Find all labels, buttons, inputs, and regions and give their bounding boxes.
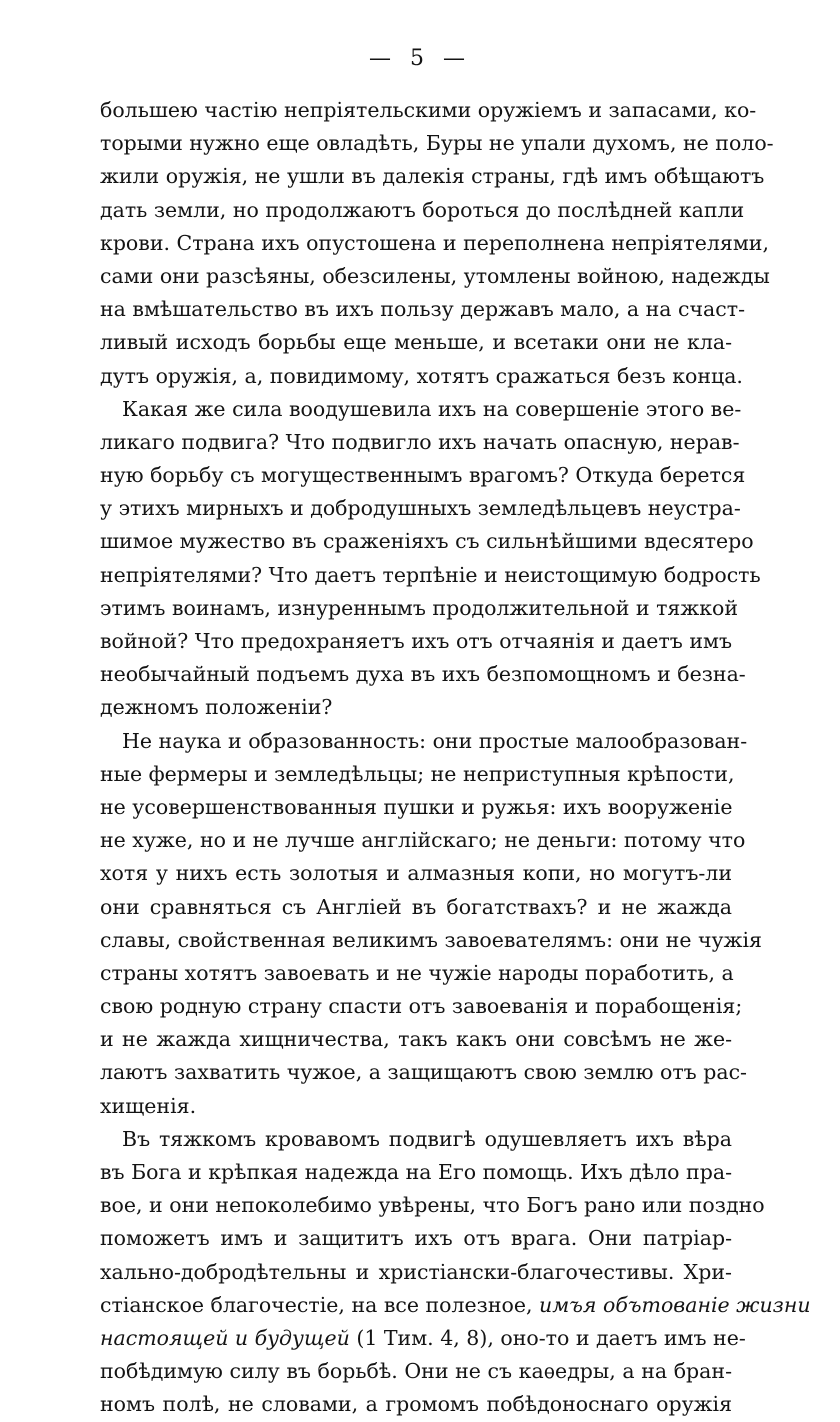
paragraph-2-line-1: Какая же сила воодушевила ихъ на совершеніе этого ве- bbox=[122, 396, 742, 421]
paragraph-3-line-3: не усовершенствованныя пушки и ружья: ихъ вооруженіе bbox=[100, 794, 733, 819]
paragraph-1-line-2: торыми нужно еще овладѣть, Буры не упали духомъ, не поло- bbox=[100, 131, 774, 156]
paragraph-2-line-4: у этихъ мирныхъ и добродушныхъ земледѣльцевъ неустра- bbox=[100, 496, 741, 521]
paragraph-1-line-1: большею частію непріятельскими оружіемъ и запасами, ко- bbox=[100, 98, 757, 122]
paragraph-2-line-10: дежномъ положеніи? bbox=[100, 695, 333, 720]
paragraph-4-line-7-italic: настоящей и будущей bbox=[100, 1325, 350, 1350]
paragraph-2-line-9: необычайный подъемъ духа въ ихъ безпомощномъ и безна- bbox=[100, 662, 746, 687]
paragraph-2-line-5: шимое мужество въ сраженіяхъ съ сильнѣйшими вдесятеро bbox=[100, 529, 754, 554]
paragraph-4-line-4: поможетъ имъ и защититъ ихъ отъ врага. Они патріар- bbox=[100, 1226, 732, 1251]
paragraph-4-line-6-italic: имъя обътованіе жизни bbox=[539, 1292, 811, 1317]
paragraph-3-line-5: хотя у нихъ есть золотыя и алмазныя копи, но могутъ-ли bbox=[100, 861, 732, 886]
paragraph-1-line-4: дать земли, но продолжаютъ бороться до послѣдней капли bbox=[100, 197, 745, 222]
paragraph-2-line-7: этимъ воинамъ, изнуреннымъ продолжительной и тяжкой bbox=[100, 595, 739, 620]
paragraph-1-line-3: жили оружія, не ушли въ далекія страны, гдѣ имъ обѣщаютъ bbox=[100, 164, 765, 189]
paragraph-4-line-6-text: стіанское благочестіе, на все полезное, bbox=[100, 1292, 533, 1317]
paragraph-4-line-3: вое, и они непоколебимо увѣрены, что Богъ рано или поздно bbox=[100, 1193, 765, 1218]
paragraph-4-line-2: въ Бога и крѣпкая надежда на Его помощь. Ихъ дѣло пра- bbox=[100, 1160, 732, 1184]
page-number: — 5 — bbox=[369, 46, 471, 71]
paragraph-3-line-1: Не наука и образованность: они простые малообразован- bbox=[122, 728, 748, 753]
paragraph-3-line-11: лаютъ захватить чужое, а защищаютъ свою землю отъ рас- bbox=[100, 1060, 747, 1085]
paragraph-4-line-5: хально-добродѣтельны и христіански-благочестивы. Хри- bbox=[100, 1259, 732, 1284]
paragraph-2-line-6: непріятелями? Что даетъ терпѣніе и неистощимую бодрость bbox=[100, 562, 761, 587]
paragraph-3-line-2: ные фермеры и земледѣльцы; не неприступныя крѣпости, bbox=[100, 761, 735, 786]
paragraph-1-line-6: сами они разсѣяны, обезсилены, утомлены войною, надежды bbox=[100, 263, 770, 288]
paragraph-4-line-9: номъ полѣ, не словами, а громомъ побѣдоноснаго оружія bbox=[100, 1392, 732, 1417]
text-body bbox=[100, 94, 811, 1422]
paragraph-3-line-9: свою родную страну спасти отъ завоеванія и порабощенія; bbox=[100, 994, 743, 1019]
paragraph-3-line-8: страны хотятъ завоевать и не чужіе народы поработить, а bbox=[100, 960, 734, 985]
paragraph-1-line-8: ливый исходъ борьбы еще меньше, и всетаки они не кла- bbox=[100, 330, 732, 355]
paragraph-4-line-1: Въ тяжкомъ кровавомъ подвигѣ одушевляетъ ихъ вѣра bbox=[122, 1126, 732, 1151]
paragraph-4-line-7-text: (1 Тим. 4, 8), оно-то и даетъ имъ не- bbox=[356, 1325, 746, 1350]
paragraph-4-line-6 bbox=[100, 1289, 811, 1322]
paragraph-3-line-4: не хуже, но и не лучше англійскаго; не деньги: потому что bbox=[100, 828, 746, 853]
paragraph-1-line-7: на вмѣшательство въ ихъ пользу державъ мало, а на счаст- bbox=[100, 297, 746, 322]
paragraph-3-line-10: и не жажда хищничества, такъ какъ они совсѣмъ не же- bbox=[100, 1027, 732, 1052]
paragraph-3-line-6: они сравняться съ Англіей въ богатствахъ? и не жажда bbox=[100, 894, 732, 919]
paragraph-2-line-3: ную борьбу съ могущественнымъ врагомъ? Откуда берется bbox=[100, 463, 746, 488]
paragraph-4-line-8: побѣдимую силу въ борьбѣ. Они не съ каѳедры, а на бран- bbox=[100, 1359, 732, 1384]
paragraph-3-line-12: хищенія. bbox=[100, 1093, 197, 1118]
paragraph-3-line-7: славы, свойственная великимъ завоевателямъ: они не чужія bbox=[100, 927, 762, 952]
paragraph-1-line-9: дутъ оружія, а, повидимому, хотятъ сражаться безъ конца. bbox=[100, 363, 743, 388]
paragraph-2-line-2: ликаго подвига? Что подвигло ихъ начать опасную, нерав- bbox=[100, 429, 740, 454]
paragraph-2-line-8: войной? Что предохраняетъ ихъ отъ отчаянія и даетъ имъ bbox=[100, 629, 732, 653]
paragraph-4-line-7 bbox=[100, 1322, 746, 1355]
paragraph-1-line-5: крови. Страна ихъ опустошена и переполнена непріятелями, bbox=[100, 230, 769, 255]
